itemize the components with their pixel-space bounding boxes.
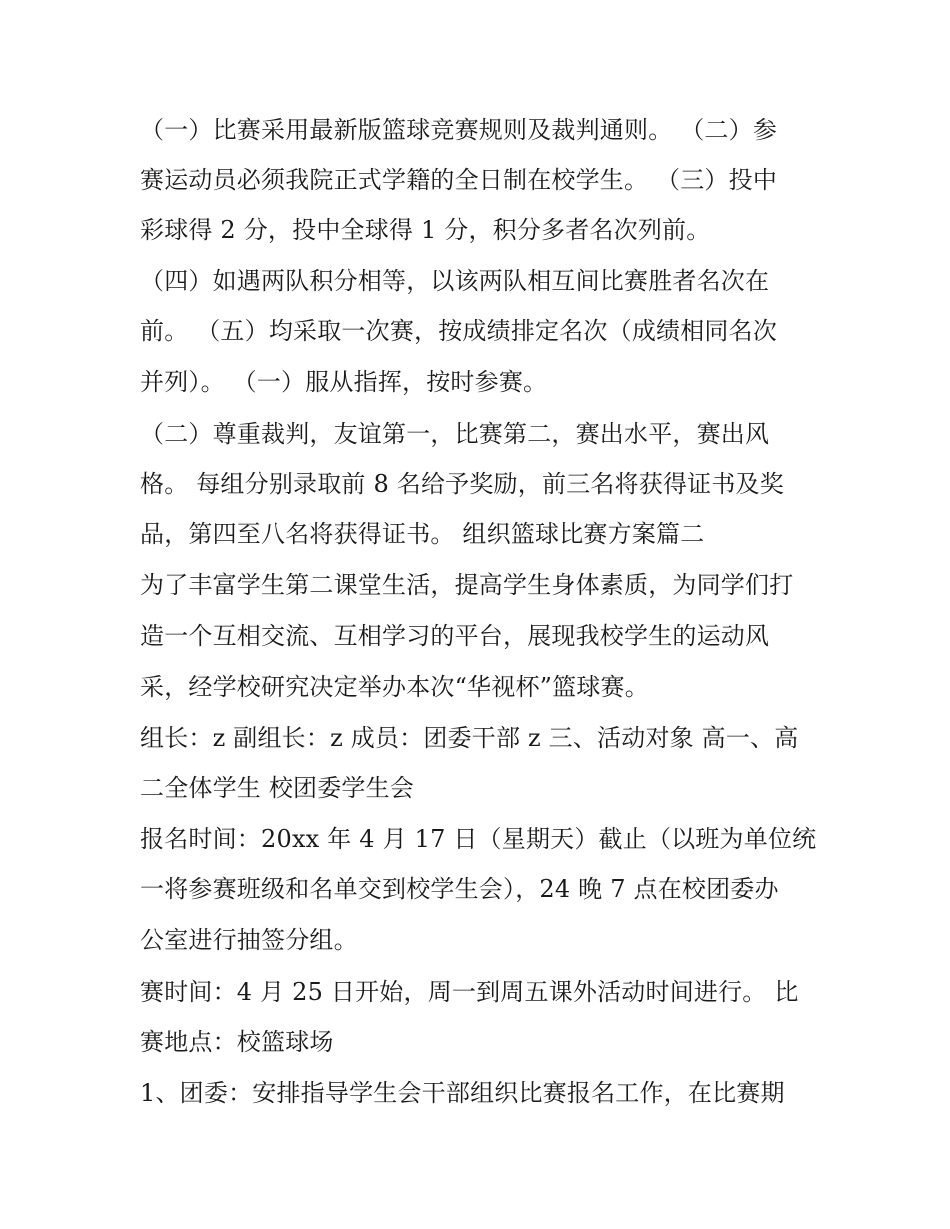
text-line-4: （四）如遇两队积分相等，以该两队相互间比赛胜者名次在 <box>140 267 770 295</box>
text-line-13: 组长：z 副组长：z 成员：团委干部 z 三、活动对象 高一、高 <box>140 724 799 752</box>
text-line-12: 采，经学校研究决定举办本次“华视杯”篮球赛。 <box>140 673 649 701</box>
text-line-6: 并列）。 （一）服从指挥，按时参赛。 <box>140 368 548 396</box>
text-line-9: 品，第四至八名将获得证书。 组织篮球比赛方案篇二 <box>140 520 705 548</box>
text-line-14: 二全体学生 校团委学生会 <box>140 774 415 802</box>
text-line-11: 造一个互相交流、互相学习的平台，展现我校学生的运动风 <box>140 622 770 650</box>
text-line-16: 一将参赛班级和名单交到校学生会），24 晚 7 点在校团委办 <box>140 875 779 903</box>
text-line-18: 赛时间：4 月 25 日开始，周一到周五课外活动时间进行。 比 <box>140 978 799 1006</box>
text-line-19: 赛地点：校篮球场 <box>140 1028 334 1056</box>
text-line-10: 为了丰富学生第二课堂生活，提高学生身体素质，为同学们打 <box>140 571 794 599</box>
text-line-7: （二）尊重裁判，友谊第一，比赛第二，赛出水平，赛出风 <box>140 420 770 448</box>
text-line-15: 报名时间：20xx 年 4 月 17 日（星期天）截止（以班为单位统 <box>140 825 817 853</box>
text-line-8: 格。 每组分别录取前 8 名给予奖励，前三名将获得证书及奖 <box>140 470 784 498</box>
text-line-5: 前。 （五）均采取一次赛，按成绩排定名次（成绩相同名次 <box>140 317 778 345</box>
text-line-2: 赛运动员必须我院正式学籍的全日制在校学生。 （三）投中 <box>140 166 778 194</box>
text-line-3: 彩球得 2 分，投中全球得 1 分，积分多者名次列前。 <box>140 216 711 244</box>
text-line-20: 1、团委：安排指导学生会干部组织比赛报名工作，在比赛期 <box>140 1079 785 1107</box>
text-line-17: 公室进行抽签分组。 <box>140 926 358 954</box>
text-line-1: （一）比赛采用最新版篮球竞赛规则及裁判通则。 （二）参 <box>140 116 778 144</box>
